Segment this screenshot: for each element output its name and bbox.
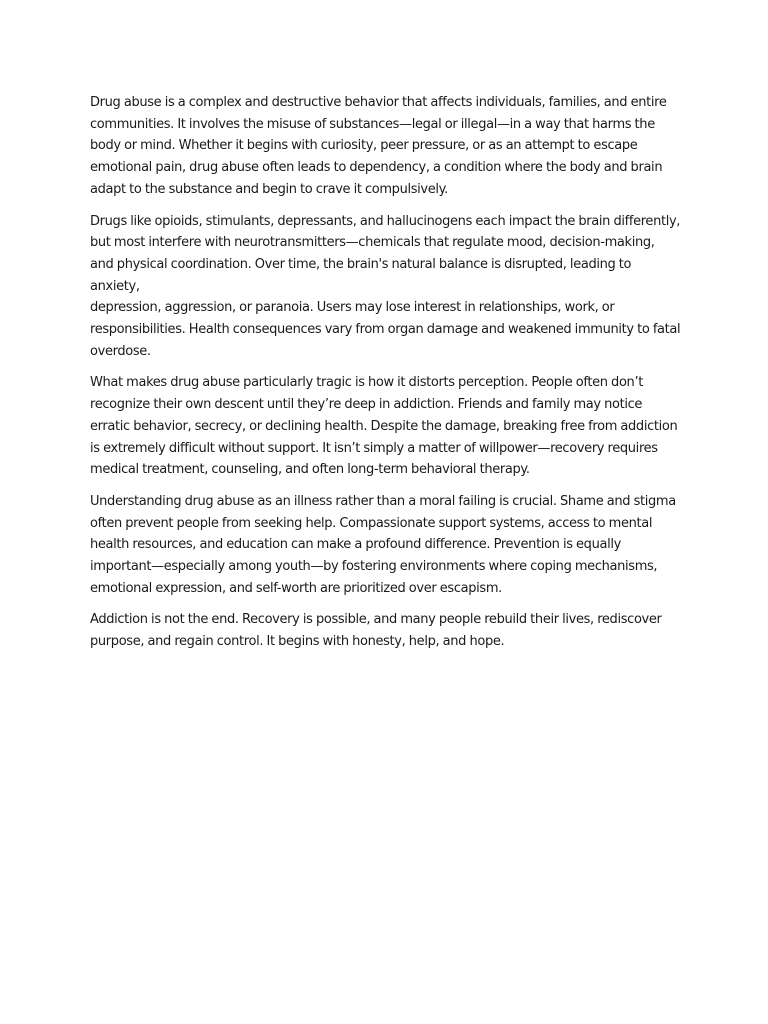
paragraph: Understanding drug abuse as an illness rather than a moral failing is crucial. Shame and stigma often prevent people from seeking help. Compassionate support systems, access to mental health resources, and education can make a profound difference. Prevention is equally important—especially among youth—by fostering environments where coping mechanisms, emotional expression, and self-worth are prioritized over escapism. [90,493,676,596]
paragraph: Addiction is not the end. Recovery is possible, and many people rebuild their lives, rediscover purpose, and regain control. It begins with honesty, help, and hope. [90,612,662,650]
paragraph: Drugs like opioids, stimulants, depressants, and hallucinogens each impact the brain differently, but most interfere with neurotransmitters—chemicals that regulate mood, decision-making, and physical coordination. Over time, the brain's natural balance is disrupted, leading to anxiety, depression, aggression, or paranoia. Users may lose interest in relationships, work, or responsibilities. Health consequences vary from organ damage and weakened immunity to fatal overdose. [90,213,681,359]
paragraph: Drug abuse is a complex and destructive behavior that affects individuals, families, and entire communities. It involves the misuse of substances—legal or illegal—in a way that harms the body or mind. Whether it begins with curiosity, peer pressure, or as an attempt to escape emotional pain, drug abuse often leads to dependency, a condition where the body and brain adapt to the substance and begin to crave it compulsively. [90,95,667,197]
paragraph: What makes drug abuse particularly tragic is how it distorts perception. People often don’t recognize their own descent until they’re deep in addiction. Friends and family may notice erratic behavior, secrecy, or declining health. Despite the damage, breaking free from addiction is extremely difficult without support. It isn’t simply a matter of willpower—recovery requires medical treatment, counseling, and often long-term behavioral therapy. [90,375,678,478]
document-body [90,92,682,663]
